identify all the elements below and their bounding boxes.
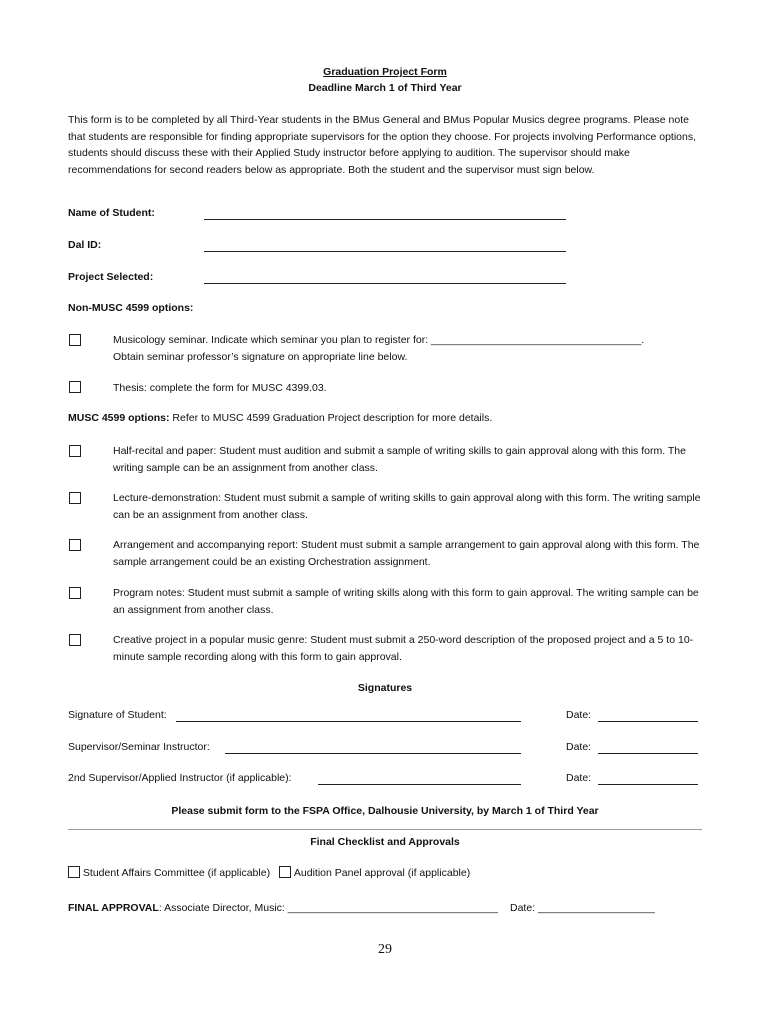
musicology-seminar-option — [113, 332, 703, 365]
supervisor-date-line[interactable] — [598, 753, 698, 754]
second-supervisor-date-label: Date: — [566, 772, 592, 784]
student-affairs-label: Student Affairs Committee (if applicable) — [82, 867, 271, 880]
supervisor-signature-line[interactable] — [225, 753, 521, 754]
page-number: 29 — [378, 942, 392, 957]
final-approval-bold: FINAL APPROVAL — [68, 902, 159, 914]
second-supervisor-line[interactable] — [318, 784, 521, 785]
student-date-label: Date: — [566, 709, 592, 721]
lecture-demo-checkbox[interactable] — [69, 492, 81, 504]
program-notes-option: Program notes: Student must submit a sample of writing skills along with this form to gain approval. The writing sample can be an assignment from another class. — [113, 587, 699, 616]
divider — [68, 829, 702, 830]
arrangement-option: Arrangement and accompanying report: Student must submit a sample arrangement to gain approval along with this form. The sample arrangement could be an existing Orchestration assignment. — [113, 539, 700, 568]
musicology-line2: Obtain seminar professor’s signature on appropriate line below. — [113, 350, 408, 363]
audition-panel-checkbox[interactable] — [279, 866, 291, 878]
student-signature-label: Signature of Student: — [68, 709, 167, 721]
creative-project-option: Creative project in a popular music genre: Student must submit a 250-word description of the proposed project and a 5 to 10-minute sample recording along with this form to gain approval. — [113, 634, 694, 663]
student-name-line[interactable] — [204, 219, 566, 220]
musicology-line1: Musicology seminar. Indicate which seminar you plan to register for: ____________________________________. — [113, 334, 645, 346]
deadline-subtitle: Deadline March 1 of Third Year — [308, 82, 462, 94]
non-musc-heading-text: Non-MUSC 4599 options: — [68, 302, 194, 314]
lecture-demo-option: Lecture-demonstration: Student must submit a sample of writing skills to gain approval along with this form. The writing sample can be an assignment from another class. — [113, 492, 701, 521]
second-supervisor-label: 2nd Supervisor/Applied Instructor (if applicable): — [68, 772, 292, 784]
final-approval-row — [68, 902, 655, 914]
thesis-option: Thesis: complete the form for MUSC 4399.03. — [113, 382, 327, 394]
supervisor-signature-label: Supervisor/Seminar Instructor: — [68, 741, 210, 753]
musc-heading-bold: MUSC 4599 options: — [68, 412, 170, 424]
program-notes-checkbox[interactable] — [69, 587, 81, 599]
creative-project-checkbox[interactable] — [69, 634, 81, 646]
musicology-seminar-checkbox[interactable] — [69, 334, 81, 346]
dal-id-line[interactable] — [204, 251, 566, 252]
student-signature-line[interactable] — [176, 721, 521, 722]
half-recital-option: Half-recital and paper: Student must audition and submit a sample of writing skills to gain approval along with this form. The writing sample can be an assignment from another class. — [113, 445, 686, 474]
arrangement-checkbox[interactable] — [69, 539, 81, 551]
project-selected-line[interactable] — [204, 283, 566, 284]
dal-id-label: Dal ID: — [68, 239, 102, 251]
project-selected-label: Project Selected: — [68, 271, 154, 283]
submit-note: Please submit form to the FSPA Office, Dalhousie University, by March 1 of Third Year — [171, 805, 599, 817]
checklist-row — [68, 867, 470, 879]
audition-panel-label: Audition Panel approval (if applicable) — [293, 867, 471, 880]
supervisor-date-label: Date: — [566, 741, 592, 753]
musc-heading — [68, 412, 492, 424]
final-approval-date: Date: ____________________ — [510, 902, 655, 914]
student-name-label: Name of Student: — [68, 207, 155, 219]
signatures-heading: Signatures — [357, 682, 413, 694]
musc-heading-rest: Refer to MUSC 4599 Graduation Project description for more details. — [169, 412, 493, 424]
form-title: Graduation Project Form — [323, 66, 447, 78]
final-approval-text: : Associate Director, Music: ____________________________________ — [158, 902, 498, 914]
second-supervisor-date-line[interactable] — [598, 784, 698, 785]
checklist-heading: Final Checklist and Approvals — [310, 836, 460, 848]
thesis-checkbox[interactable] — [69, 381, 81, 393]
half-recital-checkbox[interactable] — [69, 445, 81, 457]
student-date-line[interactable] — [598, 721, 698, 722]
non-musc-heading — [68, 302, 193, 314]
student-affairs-checkbox[interactable] — [68, 866, 80, 878]
intro-paragraph: This form is to be completed by all Third-Year students in the BMus General and BMus Popular Musics degree programs. Please note that students are responsible for finding appropriate supervisors for the option they choose. For projects involving Performance options, students should discuss these with their Applied Study instructor before applying to audition. The supervisor should make recommendations for second readers below as appropriate. Both the student and the supervisor must sign below. — [68, 114, 697, 176]
